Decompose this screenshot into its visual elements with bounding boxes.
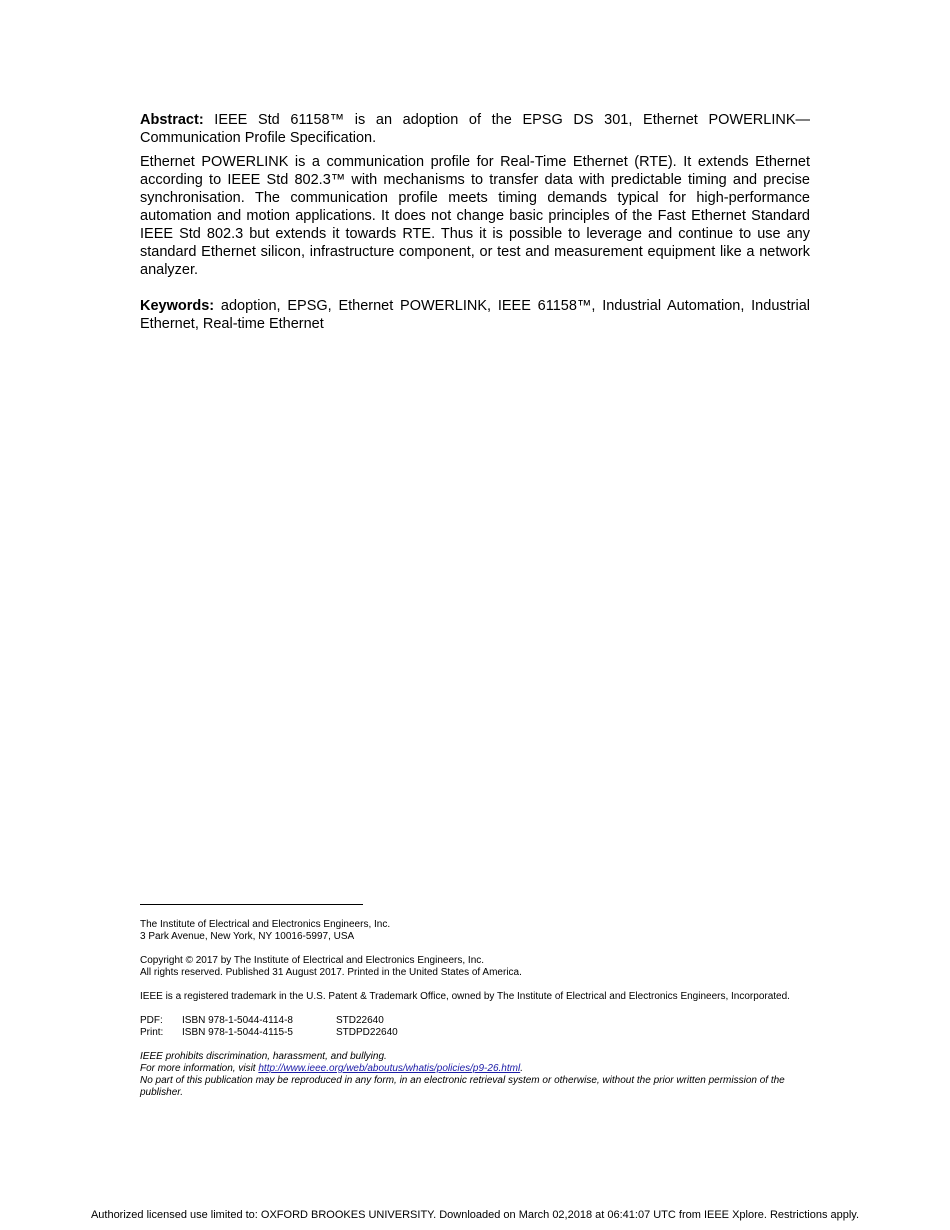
isbn-code: STD22640 xyxy=(336,1015,384,1026)
keywords-paragraph xyxy=(140,297,810,333)
isbn-number: ISBN 978-1-5044-4114-8 xyxy=(182,1015,293,1026)
abstract-paragraph xyxy=(140,111,810,147)
trademark-line: IEEE is a registered trademark in the U.S. Patent & Trademark Office, owned by The Institute of Electrical and Electronics Engineers, Incorporated. xyxy=(140,991,790,1002)
keywords-label: Keywords: xyxy=(140,298,215,314)
publisher-info xyxy=(140,919,812,943)
policy-info xyxy=(140,1051,812,1099)
isbn-row-print xyxy=(140,1027,398,1039)
info-line xyxy=(140,1063,812,1075)
abstract-text: IEEE Std 61158™ is an adoption of the EPSG DS 301, Ethernet POWERLINK—Communication Profile Specification. xyxy=(140,112,810,146)
publisher-address: 3 Park Avenue, New York, NY 10016-5997, USA xyxy=(140,931,355,942)
abstract-label: Abstract: xyxy=(140,112,204,128)
info-suffix: . xyxy=(520,1063,523,1074)
policy-line: IEEE prohibits discrimination, harassment, and bullying. xyxy=(140,1051,387,1062)
keywords-text: adoption, EPSG, Ethernet POWERLINK, IEEE 61158™, Industrial Automation, Industrial Ethernet, Real-time Ethernet xyxy=(140,298,810,332)
isbn-number: ISBN 978-1-5044-4115-5 xyxy=(182,1027,293,1038)
isbn-code: STDPD22640 xyxy=(336,1027,398,1038)
policy-link[interactable]: http://www.ieee.org/web/aboutus/whatis/policies/p9-26.html xyxy=(258,1063,521,1074)
info-prefix: For more information, visit xyxy=(140,1063,259,1074)
isbn-format: PDF: xyxy=(140,1015,163,1026)
isbn-table xyxy=(140,1015,398,1039)
isbn-row-pdf xyxy=(140,1015,398,1027)
abstract-description: Ethernet POWERLINK is a communication profile for Real-Time Ethernet (RTE). It extends Ethernet according to IEEE Std 802.3™ with mechanisms to transfer data with predictable timing and precise synchronisation. The communication profile meets timing demands typical for high-performance automation and motion applications. It does not change basic principles of the Fast Ethernet Standard IEEE Std 802.3 but extends it towards RTE. Thus it is possible to leverage and continue to use any standard Ethernet silicon, infrastructure component, or test and measurement equipment like a network analyzer. xyxy=(140,154,810,278)
reproduction-notice: No part of this publication may be reproduced in any form, in an electronic retrieval system or otherwise, without the prior written permission of the publisher. xyxy=(140,1075,785,1098)
publisher-name: The Institute of Electrical and Electronics Engineers, Inc. xyxy=(140,919,391,930)
isbn-format: Print: xyxy=(140,1027,164,1038)
copyright-info xyxy=(140,955,812,979)
abstract-section xyxy=(140,111,810,333)
rights-line: All rights reserved. Published 31 August 2017. Printed in the United States of America. xyxy=(140,967,522,978)
license-notice: Authorized licensed use limited to: OXFORD BROOKES UNIVERSITY. Downloaded on March 02,2018 at 06:41:07 UTC from IEEE Xplore. Restrictions apply. xyxy=(90,1209,860,1221)
publication-info xyxy=(140,919,812,1099)
trademark-info xyxy=(140,991,812,1003)
copyright-line: Copyright © 2017 by The Institute of Electrical and Electronics Engineers, Inc. xyxy=(140,955,485,966)
footnote-divider xyxy=(140,904,363,905)
